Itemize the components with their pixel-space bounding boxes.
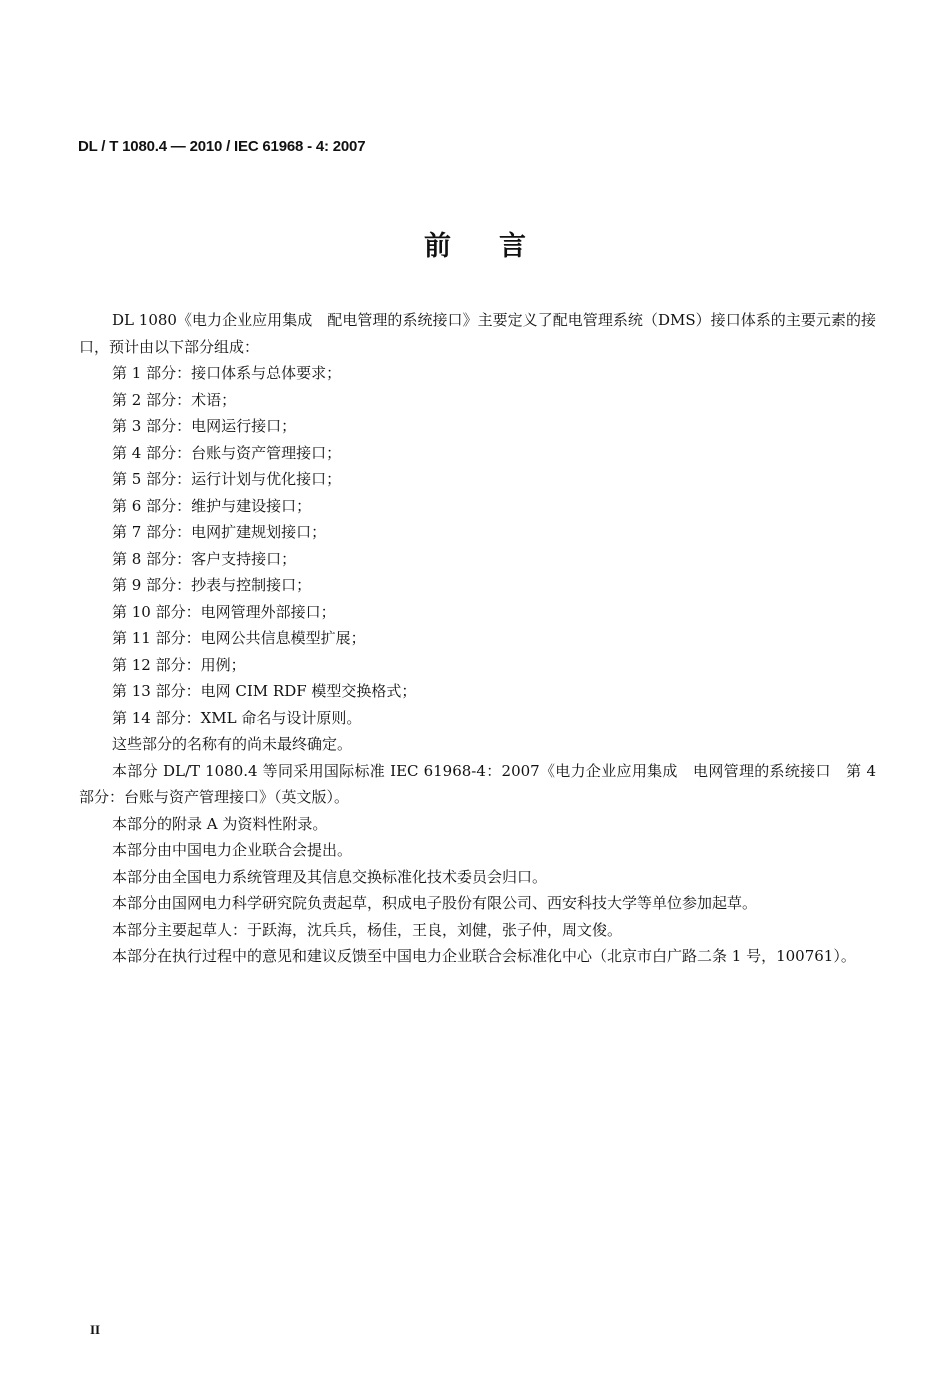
list-item: 第 13 部分：电网 CIM RDF 模型交换格式； (112, 682, 417, 700)
list-item: 第 2 部分：术语； (112, 390, 237, 409)
parts-list (79, 360, 876, 731)
document-code: DL / T 1080.4 — 2010 / IEC 61968 - 4: 2007 (78, 138, 366, 155)
paragraph-annex: 本部分的附录 A 为资料性附录。 (112, 814, 328, 833)
list-item: 第 1 部分：接口体系与总体要求； (112, 364, 342, 382)
list-item: 第 4 部分：台账与资产管理接口； (112, 443, 342, 462)
paragraph-feedback: 本部分在执行过程中的意见和建议反馈至中国电力企业联合会标准化中心（北京市白广路二条 1 号，100761）。 (112, 947, 856, 965)
list-item: 第 5 部分：运行计划与优化接口； (112, 470, 342, 488)
page-title: 前言 (424, 231, 574, 262)
list-item: 第 14 部分：XML 命名与设计原则。 (112, 708, 362, 727)
paragraph-proposed-by: 本部分由中国电力企业联合会提出。 (112, 841, 353, 859)
page-number: II (90, 1322, 101, 1337)
paragraph-drafted-by: 本部分由国网电力科学研究院负责起草，积成电子股份有限公司、西安科技大学等单位参加起草。 (112, 894, 758, 912)
foreword-body (79, 307, 876, 970)
list-item: 第 3 部分：电网运行接口； (112, 417, 297, 435)
paragraph-managed-by: 本部分由全国电力系统管理及其信息交换标准化技术委员会归口。 (112, 867, 548, 886)
list-item: 第 7 部分：电网扩建规划接口； (112, 523, 327, 541)
list-item: 第 12 部分：用例； (112, 655, 246, 674)
list-item: 第 8 部分：客户支持接口； (112, 549, 297, 568)
paragraph-drafters: 本部分主要起草人：于跃海，沈兵兵，杨佳，王良，刘健，张子仲，周文俊。 (112, 920, 623, 939)
list-item: 第 9 部分：抄表与控制接口； (112, 576, 312, 594)
list-item: 第 10 部分：电网管理外部接口； (112, 602, 336, 621)
paragraph-adoption: 本部分 DL/T 1080.4 等同采用国际标准 IEC 61968-4：2007《电力企业应用集成 电网管理的系统接口 第 4 部分：台账与资产管理接口》（英文版）。 (79, 761, 876, 806)
list-item: 第 6 部分：维护与建设接口； (112, 496, 312, 515)
list-item: 第 11 部分：电网公共信息模型扩展； (112, 629, 366, 647)
intro-paragraph: DL 1080《电力企业应用集成 配电管理的系统接口》主要定义了配电管理系统（DMS）接口体系的主要元素的接口，预计由以下部分组成： (79, 311, 876, 356)
paragraph-names-pending: 这些部分的名称有的尚未最终确定。 (112, 735, 353, 753)
